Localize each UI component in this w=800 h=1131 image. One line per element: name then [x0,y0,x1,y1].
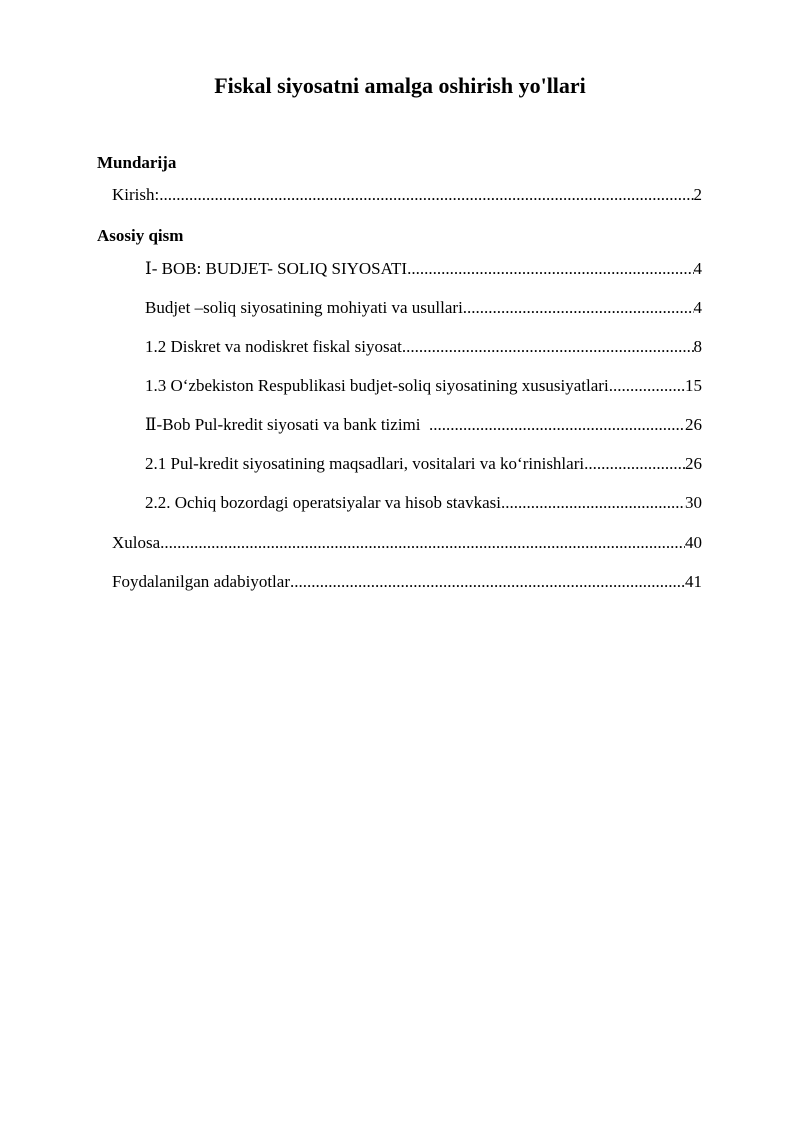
toc-page-number: 26 [685,454,702,473]
toc-page-number: 15 [685,376,702,395]
toc-entry-label: Budjet –soliq siyosatining mohiyati va usullari [145,298,463,317]
toc-dot-leader [429,414,685,436]
toc-dot-leader [290,571,685,593]
toc-entry-label: 2.2. Ochiq bozordagi operatsiyalar va hisob stavkasi [145,493,501,512]
toc-dot-leader [609,375,685,397]
document-title: Fiskal siyosatni amalga oshirish yo'llari [214,73,586,98]
toc-entry-label: 2.1 Pul-kredit siyosatining maqsadlari, vositalari va ko‘rinishlari [145,454,585,473]
toc-entry-label: Ⅰ- BOB: BUDJET- SOLIQ SIYOSATI [145,259,408,278]
toc-entry-adabiyotlar [112,571,702,593]
toc-page-number: 4 [693,259,702,278]
toc-entry-section-1-3 [145,375,702,397]
toc-dot-leader [463,297,694,319]
toc-entry-label: Foydalanilgan adabiyotlar [112,572,290,591]
toc-entry-section-2-2 [145,492,702,514]
toc-dot-leader [584,453,685,475]
section-heading-asosiy-qism: Asosiy qism [97,226,184,245]
toc-dot-leader [160,532,685,554]
toc-dot-leader [407,258,693,280]
toc-dot-leader [159,184,693,206]
toc-entry-section-1-2 [145,336,702,358]
toc-entry-label: Kirish: [112,185,160,204]
toc-dot-leader [501,492,685,514]
toc-entry-label: Ⅱ-Bob Pul-kredit siyosati va bank tizimi [145,415,429,434]
toc-page-number: 40 [685,533,702,552]
toc-entry-chapter-2 [145,414,702,436]
toc-entry-chapter-1 [145,258,702,280]
toc-page-number: 26 [685,415,702,434]
toc-entry-label: Xulosa [112,533,161,552]
toc-dot-leader [402,336,694,358]
toc-entry-section-2-1 [145,453,702,475]
toc-page-number: 8 [693,337,702,356]
contents-heading: Mundarija [97,153,177,172]
toc-page-number: 41 [685,572,702,591]
toc-page-number: 30 [685,493,702,512]
toc-entry-label: 1.2 Diskret va nodiskret fiskal siyosat [145,337,402,356]
toc-entry-section-1-1 [145,297,702,319]
toc-page-number: 2 [693,185,702,204]
toc-page-number: 4 [693,298,702,317]
toc-entry-xulosa [112,532,702,554]
toc-entry-kirish [112,184,702,206]
toc-entry-label: 1.3 O‘zbekiston Respublikasi budjet-soliq siyosatining xususiyatlari [145,376,609,395]
